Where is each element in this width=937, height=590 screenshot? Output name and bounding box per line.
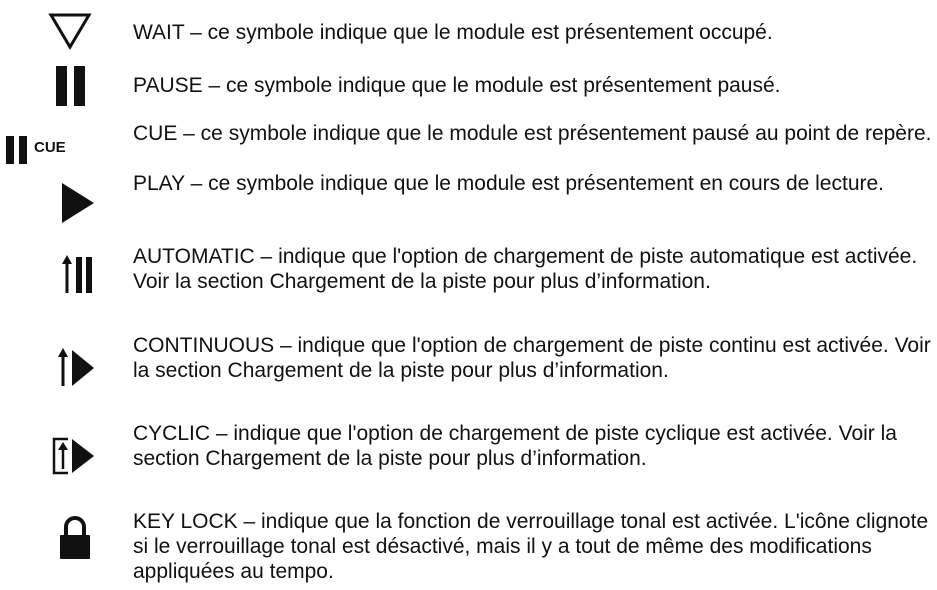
legend-text-wait: WAIT – ce symbole indique que le module est présentement occupé. bbox=[133, 21, 773, 44]
play-icon bbox=[62, 183, 94, 223]
legend-text-cyclic: CYCLIC – indique que l'option de chargement de piste cyclique est activée. Voir la section Chargement de la piste pour plus d’information. bbox=[133, 422, 897, 470]
legend-text-cue: CUE – ce symbole indique que le module est présentement pausé au point de repère. bbox=[133, 122, 932, 145]
legend-text-pause: PAUSE – ce symbole indique que le module est présentement pausé. bbox=[133, 74, 781, 97]
pause-icon bbox=[56, 66, 86, 106]
legend-text-play: PLAY – ce symbole indique que le module est présentement en cours de lecture. bbox=[133, 172, 885, 195]
wait-triangle-icon bbox=[48, 12, 92, 50]
cyclic-load-icon bbox=[52, 437, 96, 475]
lock-icon bbox=[60, 515, 90, 559]
continuous-load-icon bbox=[58, 348, 94, 386]
legend-text-automatic: AUTOMATIC – indique que l'option de chargement de piste automatique est activée. Voir la section Chargement de la piste pour plus d’information. bbox=[133, 245, 918, 293]
cue-label: CUE bbox=[34, 139, 66, 156]
automatic-load-icon bbox=[62, 255, 94, 293]
pause-cue-icon bbox=[6, 136, 106, 164]
legend-text-continuous: CONTINUOUS – indique que l'option de chargement de piste continu est activée. Voir la section Chargement de la piste pour plus d’information. bbox=[133, 334, 931, 382]
legend-text-keylock: KEY LOCK – indique que la fonction de verrouillage tonal est activée. L'icône clignote si le verrouillage tonal est désactivé, mais il y a tout de même des modifications appliquées au tempo. bbox=[133, 510, 929, 583]
